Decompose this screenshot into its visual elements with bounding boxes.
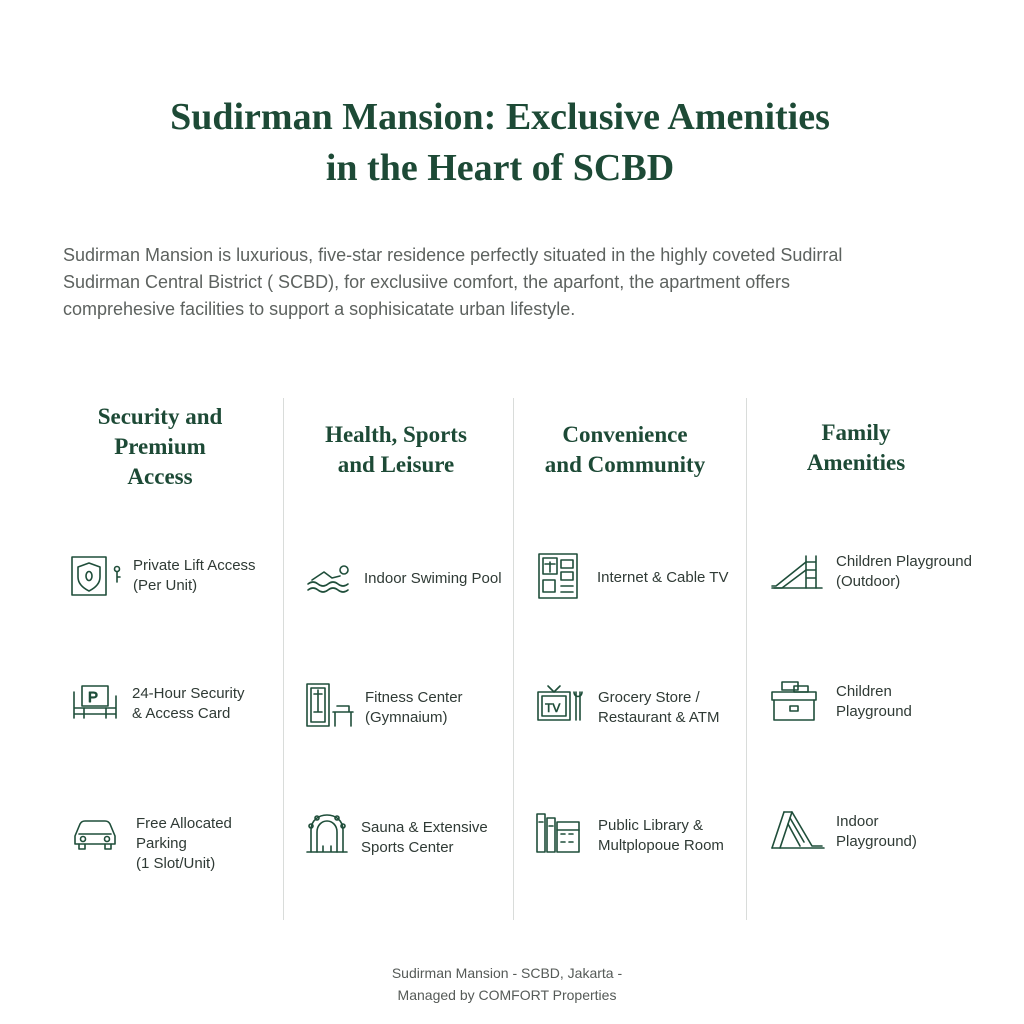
amenity-label: Public Library &: [598, 817, 704, 834]
page-title-line-2: in the Heart of SCBD: [325, 147, 675, 189]
column-divider: [513, 398, 514, 920]
page-title: [0, 92, 1000, 194]
column-heading-convenience: [520, 420, 730, 480]
amenity-label: Indoor Swiming Pool: [364, 570, 502, 587]
amenity-label: Grocery Store /: [598, 689, 700, 706]
footer-line-1: Sudirman Mansion - SCBD, Jakarta -: [391, 965, 623, 981]
intro-line-2: Sudirman Central Bistrict ( SCBD), for exclusiive comfort, the aparfont, the apartment offers: [63, 272, 790, 292]
svg-text:TV: TV: [545, 701, 561, 715]
intro-line-3: comprehesive facilities to support a sophisicatate urban lifestyle.: [63, 299, 576, 319]
amenity-label: Sauna & Extensive: [361, 819, 488, 836]
cabinet-icon: [537, 552, 581, 602]
heading-line: Access: [127, 464, 193, 489]
shield-lock-icon: [70, 555, 126, 599]
amenity-label: (1 Slot/Unit): [136, 855, 216, 872]
parking-icon: [72, 684, 120, 724]
heading-line: and Community: [544, 452, 706, 477]
column-heading-health: [296, 420, 496, 480]
amenity-label: Playground): [836, 833, 917, 850]
heading-line: Security and: [97, 404, 223, 429]
page-title-line-1: Sudirman Mansion: Exclusive Amenities: [170, 96, 830, 138]
svg-text:P: P: [88, 689, 99, 706]
amenity-label: Parking: [136, 835, 187, 852]
amenity-label: (Per Unit): [133, 577, 198, 594]
gym-machine-icon: [305, 682, 357, 730]
amenity-label: (Outdoor): [836, 573, 901, 590]
car-icon: [71, 814, 119, 854]
amenity-label: Fitness Center: [365, 689, 463, 706]
intro-paragraph: [63, 242, 963, 323]
library-icon: [535, 812, 583, 856]
column-divider: [746, 398, 747, 920]
column-heading-family: [756, 418, 956, 478]
amenity-label: Internet & Cable TV: [597, 569, 729, 586]
amenity-label: Free Allocated: [136, 815, 232, 832]
heading-line: Family: [821, 420, 891, 445]
toy-box-icon: [770, 680, 820, 726]
amenity-label: Multplopoue Room: [598, 837, 724, 854]
indoor-slide-icon: [770, 808, 826, 852]
heading-line: Health, Sports: [325, 422, 467, 447]
amenity-label: Children Playground: [836, 553, 972, 570]
heading-line: Amenities: [806, 450, 906, 475]
amenity-label: (Gymnaium): [365, 709, 448, 726]
column-divider: [283, 398, 284, 920]
swimmer-icon: [306, 562, 356, 596]
heading-line: Convenience: [562, 422, 688, 447]
intro-line-1: Sudirman Mansion is luxurious, five-star residence perfectly situated in the highly coveted Sudirral: [63, 245, 843, 265]
amenity-label: Private Lift Access: [133, 557, 256, 574]
amenity-label: Playground: [836, 703, 912, 720]
sauna-arch-icon: [305, 812, 353, 858]
heading-line: and Leisure: [337, 452, 455, 477]
footer: [0, 962, 1014, 1006]
slide-icon: [770, 552, 826, 594]
amenity-label: Restaurant & ATM: [598, 709, 720, 726]
amenity-label: Indoor: [836, 813, 879, 830]
amenity-label: 24-Hour Security: [132, 685, 245, 702]
heading-line: Premium: [114, 434, 206, 459]
amenity-label: Sports Center: [361, 839, 454, 856]
footer-line-2: Managed by COMFORT Properties: [397, 987, 617, 1003]
column-heading-security: [60, 402, 260, 492]
amenity-label: Children: [836, 683, 892, 700]
amenity-label: & Access Card: [132, 705, 231, 722]
tv-icon: [536, 684, 586, 728]
